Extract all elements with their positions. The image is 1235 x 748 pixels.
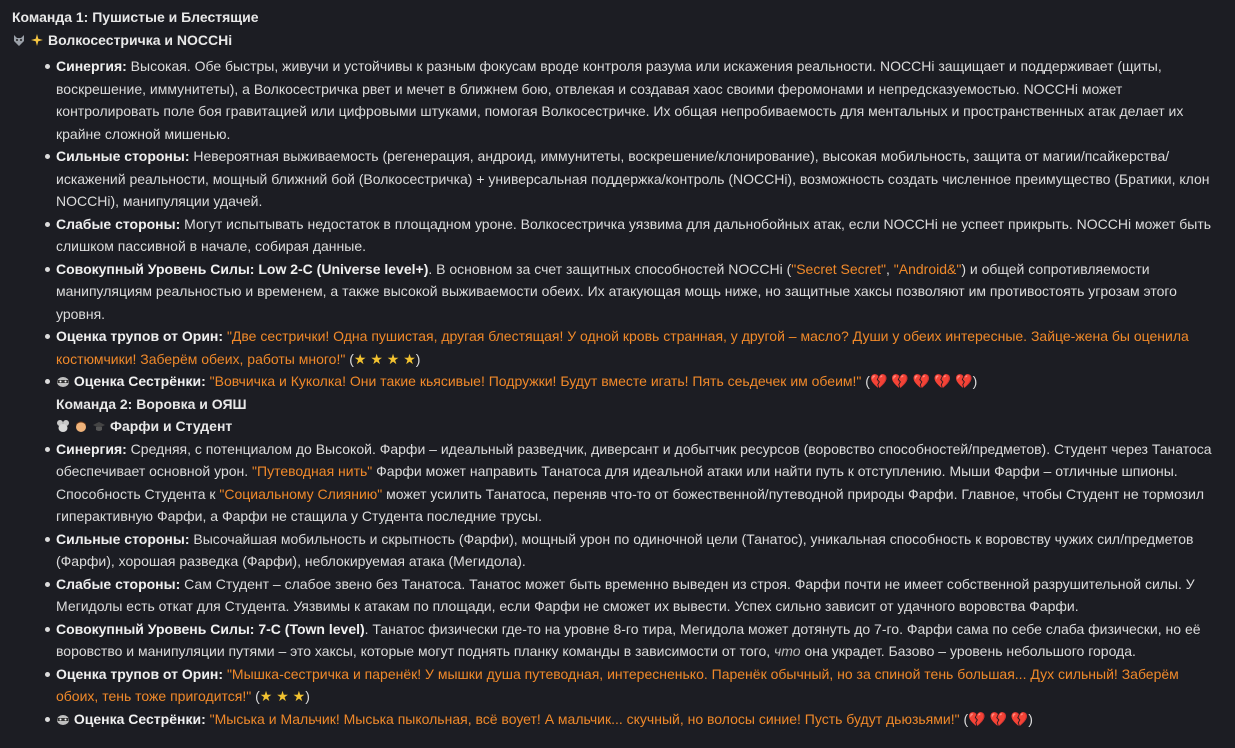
team1-pair-heading [12,29,1223,52]
team1-list [12,55,1223,393]
list-item: Оценка Сестрёнки: "Мыська и Мальчик! Мыська пыкольная, всё воует! А мальчик... скучный, но волосы синие! Пусть будут дьюзьями!" (💔 💔 💔) [12,708,1223,731]
heart-rating: 💔 💔 💔 [968,710,1029,727]
list-item: Синергия: Средняя, с потенциалом до Высокой. Фарфи – идеальный разведчик, диверсант и добытчик ресурсов (воровство способностей/предметов). Студент через Танатоса обеспечивает основной урон. "Путеводная нить" Фарфи может направить Танатоса для идеальной атаки или найти путь к отступлению. Мыши Фарфи – отличные шпионы. Способность Студента к "Социальному Слиянию" может усилить Танатоса, переняв что-то от божественной/путеводной природы Фарфи. Главное, чтобы Студент не тормозил гиперактивную Фарфи, а Фарфи не стащила у Студента последние трусы. [12,438,1223,528]
raccoon-icon [56,374,70,388]
list-item: Слабые стороны: Сам Студент – слабое звено без Танатоса. Танатос может быть временно выведен из строя. Фарфи почти не имеет собственной разрушительной силы. У Мегидолы есть откат для Студента. Уязвимы к атакам по площади, если Фарфи не сможет их вывести. Успех сильно зависит от удачного воровства Фарфи. [12,573,1223,618]
star-rating: ★ ★ ★ ★ [353,350,416,367]
list-item: Оценка трупов от Орин: "Мышка-сестричка и паренёк! У мышки душа путеводная, интересненько. Паренёк обычный, но за спиной тень большая... Дух сильный! Заберём обоих, тень тоже пригодится!" (★ ★ ★) [12,663,1223,708]
list-item: Совокупный Уровень Силы: Low 2-C (Universe level+). В основном за счет защитных способностей NOCCHi ("Secret Secret", "Android&") и общей сопротивляемости манипуляциям реальностью и временем, а также высокой выживаемости обеих. Их атакующая мощь ниже, но защитные хаксы позволяют им противостоять угрозам этого уровня. [12,258,1223,326]
sparkles-icon [30,33,44,47]
team2-list [12,438,1223,731]
list-item: Сильные стороны: Высочайшая мобильность и скрытность (Фарфи), мощный урон по одиночной цели (Танатос), уникальная способность к воровству чужих сил/предметов (Фарфи), хорошая разведка (Фарфи), неблокируемая атака (Мегидола). [12,528,1223,573]
list-item: Совокупный Уровень Силы: 7-C (Town level). Танатос физически где-то на уровне 8-го тира, Мегидола может дотянуть до 7-го. Фарфи сама по себе слаба физически, но её воровство и манипуляции путями – это хаксы, которые могут поднять планку команды в зависимости от того, что она украдет. Базово – уровень небольшого города. [12,618,1223,663]
team2-title: Команда 2: Воровка и ОЯШ [56,395,247,412]
team2-pair-heading [12,415,1223,438]
student-icon [74,419,88,433]
graduation-cap-icon [92,419,106,433]
raccoon-icon [56,712,70,726]
team2-pair: Фарфи и Студент [110,418,233,434]
list-item: Оценка трупов от Орин: "Две сестрички! Одна пушистая, другая блестящая! У одной кровь странная, у другой – масло? Души у обеих интересные. Зайце-жена бы оценила костюмчики! Заберём обеих, работы много!" (★ ★ ★ ★) [12,325,1223,370]
wolf-icon [12,33,26,47]
star-rating: ★ ★ ★ [259,688,306,704]
team1-title: Команда 1: Пушистые и Блестящие [12,9,259,25]
list-item: Сильные стороны: Невероятная выживаемость (регенерация, андроид, иммунитеты, воскрешение/клонирование), высокая мобильность, защита от магии/псайкерства/искажений реальности, мощный ближний бой (Волкосестричка) + универсальная поддержка/контроль (NOCCHi), возможность создать численное преимущество (Братики, клон NOCCHi), манипуляции удачей. [12,145,1223,213]
mouse-icon [56,419,70,433]
team1-pair: Волкосестричка и NOCCHi [48,31,233,48]
list-item: Слабые стороны: Могут испытывать недостаток в площадном уроне. Волкосестричка уязвима для дальнобойных атак, если NOCCHi не успеет прикрыть. NOCCHi может быть слишком пассивной в начале, собирая данные. [12,213,1223,258]
heart-rating: 💔 💔 💔 💔 💔 [869,373,973,389]
list-item: Синергия: Высокая. Обе быстры, живучи и устойчивы к разным фокусам вроде контроля разума или искажения реальности. NOCCHi защищает и поддерживает (щиты, воскрешение, иммунитеты), а Волкосестричка рвет и мечет в ближнем бою, отвлекая и создавая хаос своими феромонами и непредсказуемостью. NOCCHi может контролировать поле боя гравитацией или цифровыми штуками, помогая Волкосестричке. Их общая непробиваемость для ментальных и пространственных атак делает их крайне сложной мишенью. [12,55,1223,145]
list-item: Оценка Сестрёнки: "Вовчичка и Куколка! Они такие кьясивые! Подружки! Будут вместе игать! Пять сеьдечек им обеим!" (💔 💔 💔 💔 💔) [12,370,1223,393]
